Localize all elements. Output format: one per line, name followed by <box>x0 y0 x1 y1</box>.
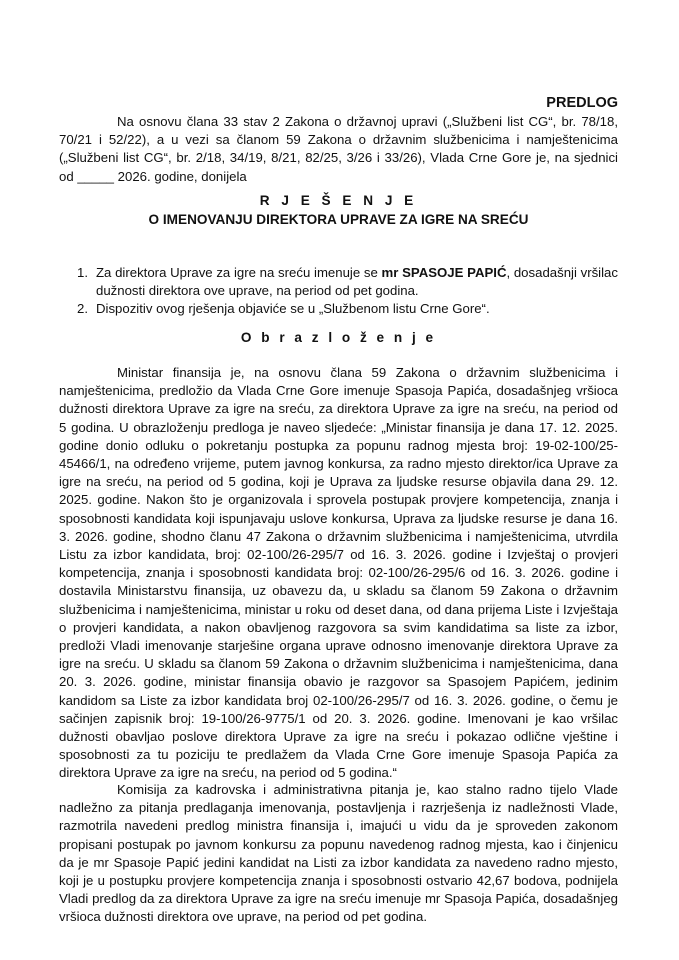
document-title: R J E Š E N J E <box>259 193 418 208</box>
reasoning-heading: O b r a z l o ž e n j e <box>240 330 437 345</box>
document-subtitle: O IMENOVANJU DIREKTORA UPRAVE ZA IGRE NA SREĆU <box>148 212 529 227</box>
reasoning-paragraph-1: Ministar finansija je, na osnovu člana 59 Zakona o državnim službenicima i namještenicima, predložio da Vlada Crne Gore imenuje Spasoja Papića, dosadašnjeg vršioca dužnosti direktora Uprave za igre na sreću, za direktora Uprave za igre na sreću, na period od 5 godina. U obrazloženju predloga je naveo sljedeće: „Ministar finansija je dana 17. 12. 2025. godine donio odluku o pokretanju postupka za popunu radnog mjesta broj: 19-02-100/25-45466/1, na određeno vrijeme, putem javnog konkursa, za radno mjesto direktor/ica Uprave za igre na sreću, na period od 5 godina, koji je Uprava za ljudske resurse objavila dana 29. 12. 2025. godine. Nakon što je organizovala i sprovela postupak provjere kompetencija, znanja i sposobnosti kandidata koji ispunjavaju uslove konkursa, Uprava za ljudske resurse je dana 16. 3. 2026. godine, shodno članu 47 Zakona o državnim službenicima i namještenicima, utvrdila Listu za izbor kandidata, broj: 02-100/26-295/7 od 16. 3. 2026. godine i Izvještaj o provjeri kompetencija, znanja i sposobnosti kandidata broj: 02-100/26-295/6 od 16. 3. 2026. godine i dostavila Ministarstvu finansija, uz obavezu da, u skladu sa članom 59 Zakona o državnim službenicima i namještenicima, ministar u roku od deset dana, od dana prijema Liste i Izvještaja o provjeri kandidata, a nakon obavljenog razgovora sa svim kandidatima sa liste za izbor, predloži Vladi imenovanje starješine organa uprave odnosno imenovanje direktora Uprave za igre na sreću. U skladu sa članom 59 Zakona o državnim službenicima i namještenicima, dana 20. 3. 2026. godine, ministar finansija obavio je razgovor sa Spasojem Papićem, jedinim kandidom sa Liste za izbor kandidata broj 02-100/26-295/7 od 16. 3. 2026. godine, o čemu je sačinjen zapisnik broj: 19-100/26-9775/1 od 20. 3. 2026. godine. Imenovani je kao vršilac dužnosti obavljao poslove direktora Uprave za igre na sreću i pokazao odlične vještine i sposobnosti za tu poziciju te predlažem da Vlada Crne Gore imenuje Spasoja Papića za direktora Uprave za igre na sreću, na period od 5 godina.“ <box>59 365 618 781</box>
appointee-name: mr SPASOJE PAPIĆ <box>381 265 507 280</box>
intro-paragraph: Na osnovu člana 33 stav 2 Zakona o državnoj upravi („Službeni list CG“, br. 78/18, 70/21 i 52/22), a u vezi sa članom 59 Zakona o državnim službenicima i namještenicima („Službeni list CG“, br. 2/18, 34/19, 8/21, 82/25, 3/26 i 33/26), Vlada Crne Gore je, na sjednici od _____ 2026. godine, donijela <box>59 114 618 184</box>
decision-item <box>59 264 618 300</box>
decision-item-text: Za direktora Uprave za igre na sreću imenuje se <box>96 265 382 280</box>
decision-item-number: 1. <box>77 265 88 280</box>
decision-item-number: 2. <box>77 301 88 317</box>
proposal-label: PREDLOG <box>546 95 618 111</box>
decision-list <box>59 264 618 319</box>
reasoning-paragraph-2: Komisija za kadrovska i administrativna pitanja je, kao stalno radno tijelo Vlade nadležno za pitanja predlaganja imenovanja, postavljenja i razrješenja iz nadležnosti Vlade, razmotrila navedeni predlog ministra finansija i, imajući u vidu da je sproveden zakonom propisani postupak po javnom konkursu za popunu navedenog radnog mjesta, kao i činjenicu da je mr Spasoje Papić jedini kandidat na Listi za izbor kandidata za navedeno radno mjesto, koji je u postupku provjere kompetencija znanja i sposobnosti ostvario 42,67 bodova, podnijela Vladi predlog da za direktora Uprave za igre na sreću imenuje mr Spasoja Papića, dosadašnjeg vršioca dužnosti direktora ove uprave, na period od pet godina. <box>59 782 618 925</box>
decision-item-text: Dispozitiv ovog rješenja objaviće se u „Službenom listu Crne Gore“. <box>96 301 490 317</box>
decision-item <box>59 300 618 318</box>
decision-item-text-end: , dosadašnji vršilac dužnosti direktora ove uprave, na period od pet godina. <box>96 265 618 299</box>
